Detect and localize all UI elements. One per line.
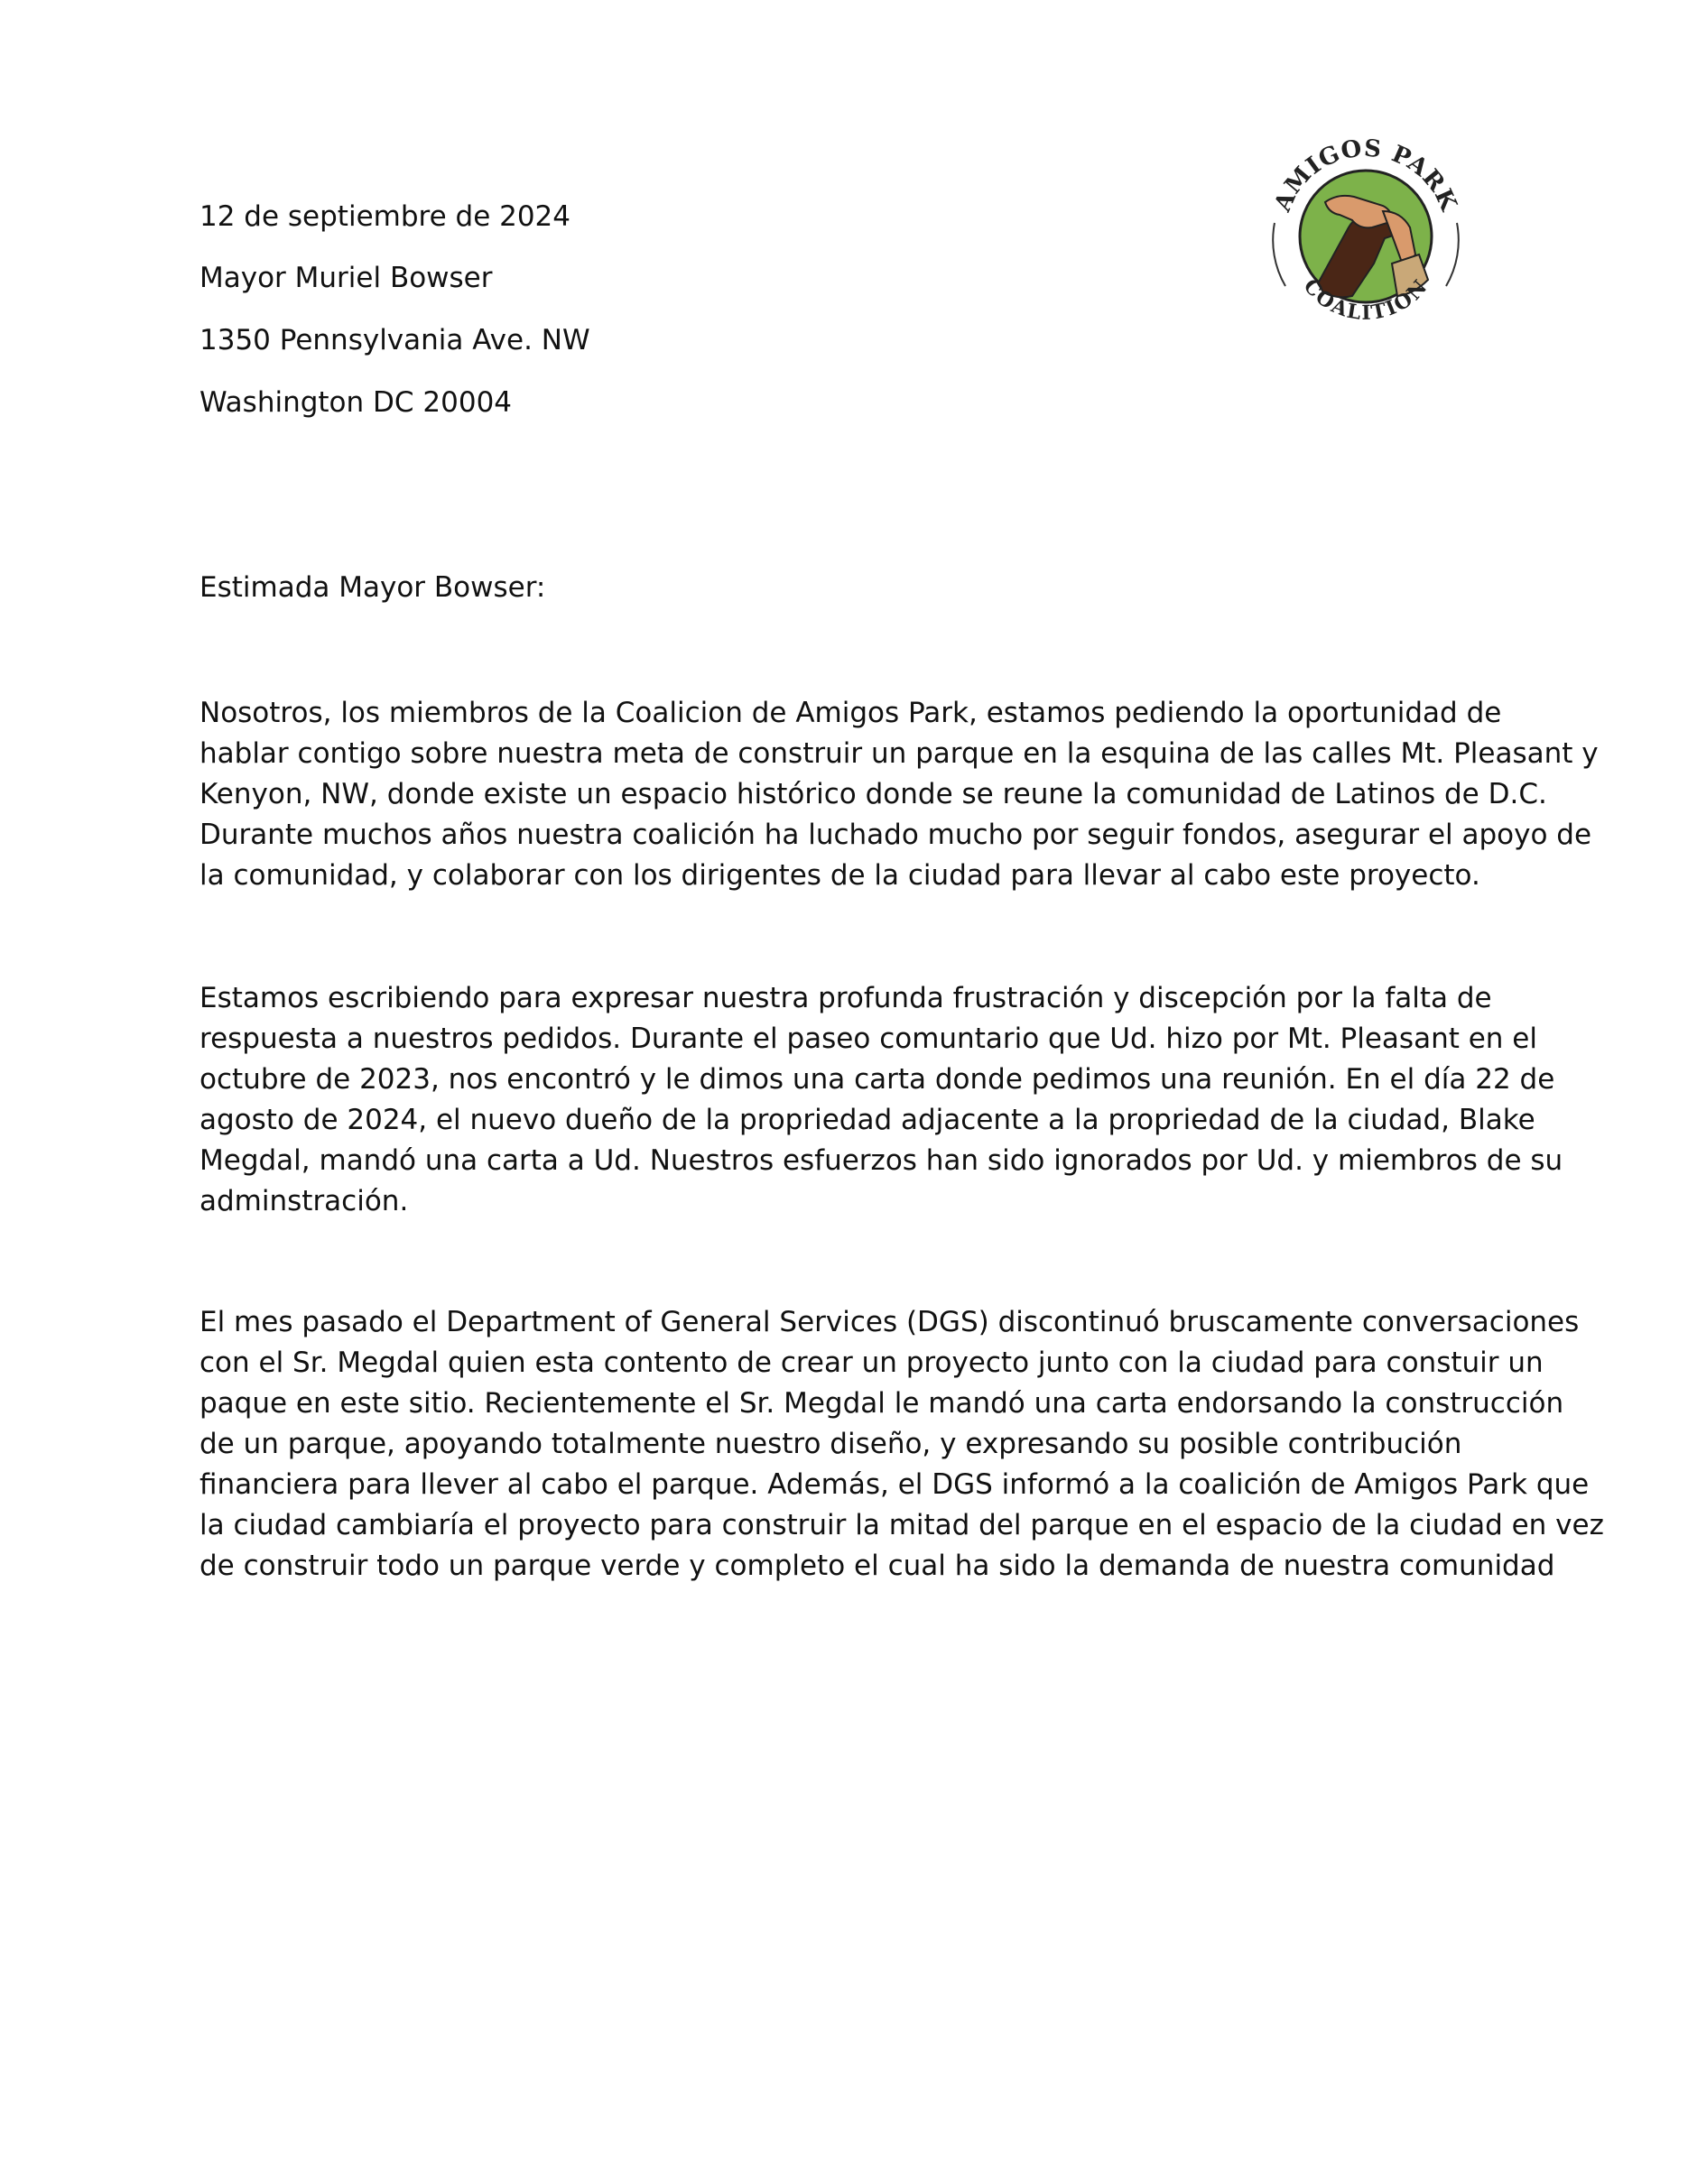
paragraph-line: adminstración.	[199, 1185, 409, 1217]
paragraph-line: la comunidad, y colaborar con los dirigentes de la ciudad para llevar al cabo este proyecto.	[199, 859, 1480, 892]
paragraph-3	[199, 1302, 1604, 1587]
paragraph-line: Megdal, mandó una carta a Ud. Nuestros esfuerzos han sido ignorados por Ud. y miembros de su	[199, 1144, 1563, 1177]
logo-arc-left	[1273, 223, 1285, 286]
letter-date: 12 de septiembre de 2024	[199, 200, 571, 233]
paragraph-line: respuesta a nuestros pedidos. Durante el paseo comuntario que Ud. hizo por Mt. Pleasant en el	[199, 1023, 1537, 1055]
paragraph-line: Durante muchos años nuestra coalición ha luchado mucho por seguir fondos, asegurar el apoyo de	[199, 819, 1592, 851]
logo-arc-right	[1446, 223, 1459, 286]
paragraph-line: de construir todo un parque verde y completo el cual ha sido la demanda de nuestra comunidad	[199, 1550, 1555, 1582]
paragraph-line: de un parque, apoyando totalmente nuestro diseño, y expresando su posible contribución	[199, 1428, 1462, 1460]
paragraph-line: agosto de 2024, el nuevo dueño de la propriedad adjacente a la propriedad de la ciudad, Blake	[199, 1104, 1535, 1136]
logo-text-bottom: COALITION	[1298, 274, 1433, 326]
recipient-name: Mayor Muriel Bowser	[199, 262, 493, 294]
address-line-2: Washington DC 20004	[199, 386, 513, 419]
paragraph-1	[199, 693, 1599, 896]
paragraph-line: paque en este sitio. Recientemente el Sr. Megdal le mandó una carta endorsando la construcción	[199, 1387, 1564, 1420]
address-line-1: 1350 Pennsylvania Ave. NW	[199, 324, 590, 356]
paragraph-line: financiera para llever al cabo el parque. Además, el DGS informó a la coalición de Amigos Park que	[199, 1468, 1590, 1501]
paragraph-line: Kenyon, NW, donde existe un espacio histórico donde se reune la comunidad de Latinos de D.C.	[199, 778, 1547, 810]
paragraph-line: la ciudad cambiaría el proyecto para construir la mitad del parque en el espacio de la ciudad en vez	[199, 1509, 1604, 1541]
amigos-park-coalition-logo	[1266, 128, 1466, 345]
paragraph-line: hablar contigo sobre nuestra meta de construir un parque en la esquina de las calles Mt. Pleasant y	[199, 737, 1599, 770]
paragraph-line: Estamos escribiendo para expresar nuestra profunda frustración y discepción por la falta de	[199, 982, 1492, 1014]
paragraph-2	[199, 978, 1563, 1222]
logo-text-top: AMIGOS PARK	[1269, 134, 1462, 216]
salutation: Estimada Mayor Bowser:	[199, 571, 546, 604]
paragraph-line: con el Sr. Megdal quien esta contento de crear un proyecto junto con la ciudad para constuir un	[199, 1346, 1544, 1379]
paragraph-line: Nosotros, los miembros de la Coalicion de Amigos Park, estamos pediendo la oportunidad de	[199, 697, 1502, 729]
paragraph-line: El mes pasado el Department of General Services (DGS) discontinuó bruscamente conversaciones	[199, 1306, 1580, 1338]
paragraph-line: octubre de 2023, nos encontró y le dimos una carta donde pedimos una reunión. En el día 22 de	[199, 1063, 1555, 1096]
